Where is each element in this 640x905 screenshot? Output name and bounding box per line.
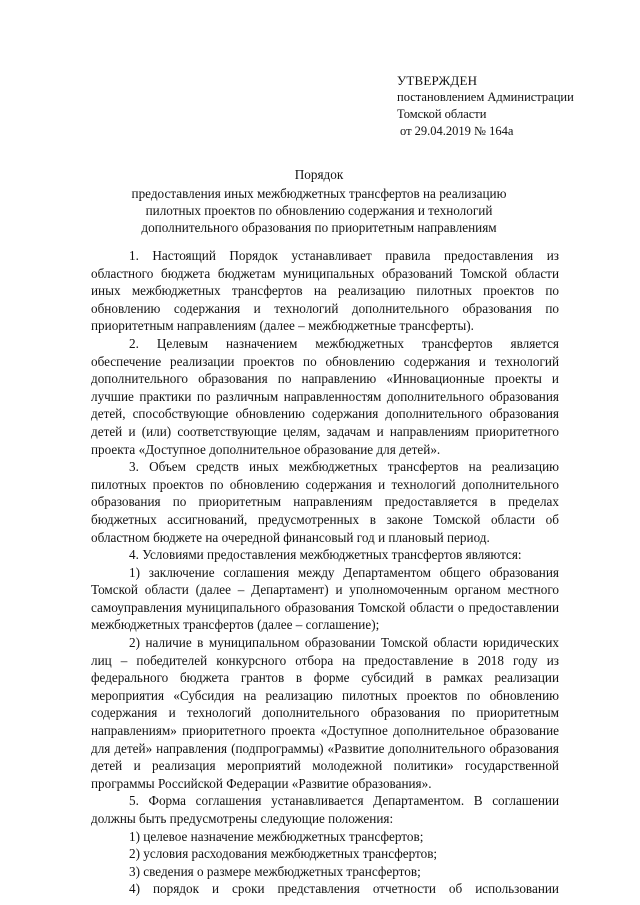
- paragraph-4: 4. Условиями предоставления межбюджетных трансфертов являются:: [129, 547, 522, 563]
- paragraph-1: 1. Настоящий Порядок устанавливает правила предоставления из областного бюджета бюджетам муниципальных образований Томской области иных межбюджетных трансфертов на реализацию пилотных проектов по обновлению содержания и технологий дополнительного образования по приоритетным направлениям (далее – межбюджетные трансферты).: [91, 248, 559, 334]
- title-name: Порядок: [294, 167, 344, 182]
- approval-date: от 29.04.2019 № 164а: [400, 124, 514, 138]
- paragraph-5: 5. Форма соглашения устанавливается Департаментом. В соглашении должны быть предусмотрены следующие положения:: [91, 793, 559, 826]
- title-line-3: дополнительного образования по приоритетным направлениям: [141, 220, 497, 235]
- approval-line-1: постановлением Администрации: [397, 90, 574, 104]
- title-line-2: пилотных проектов по обновлению содержания и технологий: [145, 203, 493, 218]
- paragraph-2: 2. Целевым назначением межбюджетных трансфертов является обеспечение реализации проектов по обновлению содержания и технологий дополнительного образования по направлению «Инновационные проекты и лучшие практики по различным направленностям дополнительного образования детей, способствующие обновлению содержания дополнительного образования детей и (или) соответствующие целям, задачам и направлениям приоритетного проекта «Доступное дополнительное образование для детей».: [91, 335, 559, 457]
- paragraph-5-item-2: 2) условия расходования межбюджетных трансфертов;: [129, 846, 438, 862]
- title-line-1: предоставления иных межбюджетных трансфертов на реализацию: [131, 186, 507, 201]
- paragraph-5-item-1: 1) целевое назначение межбюджетных трансфертов;: [129, 828, 424, 844]
- approval-heading: УТВЕРЖДЕН: [397, 73, 478, 88]
- document-body: [91, 247, 559, 898]
- approval-line-2: Томской области: [397, 107, 487, 121]
- approval-stamp: [397, 72, 617, 140]
- paragraph-4-item-2: 2) наличие в муниципальном образовании Томской области юридических лиц – победителей конкурсного отбора на предоставление в 2018 году из федерального бюджета грантов в форме субсидий в рамках реализации мероприятия «Субсидия на реализацию пилотных проектов по обновлению содержания и технологий дополнительного образования по приоритетным направлениям» приоритетного проекта «Доступное дополнительное образование для детей» направления (подпрограммы) «Развитие дополнительного образования детей и реализация мероприятий молодежной политики» государственной программы Российской Федерации «Развитие образования».: [91, 635, 559, 791]
- paragraph-5-item-3: 3) сведения о размере межбюджетных трансфертов;: [129, 863, 421, 879]
- document-title: [80, 166, 558, 236]
- paragraph-3: 3. Объем средств иных межбюджетных трансфертов на реализацию пилотных проектов по обновлению содержания и технологий дополнительного образования по приоритетным направлениям предоставляется в пределах бюджетных ассигнований, предусмотренных в законе Томской области об областном бюджете на очередной финансовый год и плановый период.: [91, 459, 559, 545]
- paragraph-5-item-4: 4) порядок и сроки представления отчетности об использовании: [129, 881, 559, 897]
- paragraph-4-item-1: 1) заключение соглашения между Департаментом общего образования Томской области (далее – Департамент) и уполномоченным органом местного самоуправления муниципального образования Томской области о предоставлении межбюджетных трансфертов (далее – соглашение);: [91, 564, 559, 633]
